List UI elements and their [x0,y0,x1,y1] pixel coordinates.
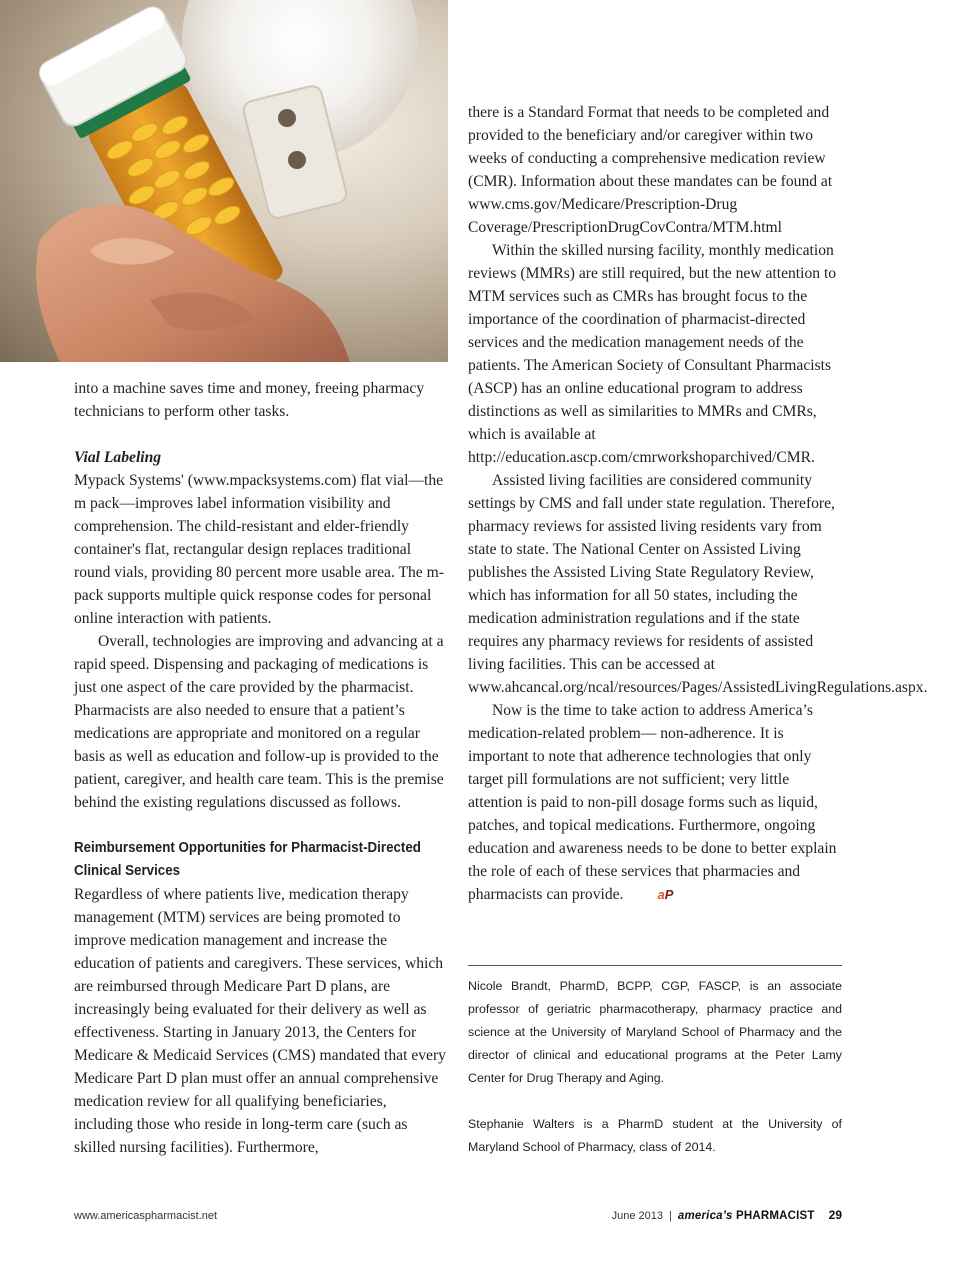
section-heading-line: Reimbursement Opportunities for Pharmacist-Directed [74,840,421,856]
footer-brand-b: PHARMACIST [735,1210,815,1222]
end-mark-a: a [657,887,665,902]
paragraph: Within the skilled nursing facility, monthly medication reviews (MMRs) are still required, but the new attention to MTM services such as CMRs has brought focus to the importance of the coordination of pharmacist-directed services and the medication management needs of the patients. The American Society of Consultant Pharmacists (ASCP) has an online educational program to address distinctions as well as similarities to MMRs and CMRs, which is available at http://education.ascp.com/cmrworkshoparchived/CMR. [468,242,837,466]
paragraph: Overall, technologies are improving and advancing at a rapid speed. Dispensing and packaging of medications is just one aspect of the care provided by the pharmacist. Pharmacists are also needed to ensure that a patient’s medications are appropriate and monitored on a regular basis as well as education and follow-up is provided to the patient, caregiver, and health care team. This is the premise behind the existing regulations discussed as follows. [74,633,444,811]
pill-bottle-illustration [0,0,448,362]
page-number: 29 [828,1208,842,1222]
paragraph: into a machine saves time and money, freeing pharmacy technicians to perform other tasks. [74,380,425,420]
paragraph: Assisted living facilities are considered community settings by CMS and fall under state regulation. Therefore, pharmacy reviews for assisted living residents vary from state to state. The National Center on Assisted Living publishes the Assisted Living State Regulatory Review, which has information for all 50 states, including the medication administration regulations and if the state requires any pharmacy reviews for residents of assisted living facilities. This can be accessed at www.ahcancal.org/ncal/resources/Pages/AssistedLivingRegulations.aspx. [468,472,928,696]
paragraph-final [468,699,842,906]
footer-masthead [612,1208,842,1222]
footer-brand-a: america’s [677,1210,733,1222]
left-column [74,377,446,1159]
right-column [468,101,928,906]
author-bio: Stephanie Walters is a PharmD student at the University of Maryland School of Pharmacy, class of 2014. [468,1117,842,1154]
end-mark-p: P [664,887,674,902]
footer-url: www.americaspharmacist.net [74,1210,218,1222]
footer-date: June 2013 [611,1210,664,1222]
footer-separator: | [669,1210,672,1222]
paragraph: Regardless of where patients live, medication therapy management (MTM) services are being promoted to improve medication management and increase the education of patients and caregivers. These services, which are reimbursed through Medicare Part D plans, are increasingly being evaluated for their delivery as well as effectiveness. Starting in January 2013, the Centers for Medicare & Medicaid Services (CMS) mandated that every Medicare Part D plan must offer an annual comprehensive medication review for all qualifying beneficiaries, including those who reside in long-term care (such as skilled nursing facilities). Furthermore, [74,886,446,1156]
pill-bottle-photo [0,0,448,362]
section-heading [74,837,421,883]
end-mark-logo [633,883,673,906]
footer-brand [678,1210,815,1222]
author-bio: Nicole Brandt, PharmD, BCPP, CGP, FASCP, is an associate professor of geriatric pharmacotherapy, pharmacy practice and science at the University of Maryland School of Pharmacy and the director of clinical and educational programs at the Peter Lamy Center for Drug Therapy and Aging. [468,979,842,1085]
paragraph: there is a Standard Format that needs to be completed and provided to the beneficiary and/or caregiver within two weeks of conducting a comprehensive medication review (CMR). Information about these mandates can be found at www.cms.gov/Medicare/Prescription-Drug Coverage/PrescriptionDrugCovContra/MTM.html [468,104,833,236]
paragraph: Mypack Systems' (www.mpacksystems.com) flat vial—the m pack—improves label information visibility and comprehension. The child-resistant and elder-friendly container's flat, rectangular design replaces traditional round vials, providing 80 percent more usable area. The m-pack supports multiple quick response codes for personal online interaction with patients. [74,472,444,627]
paragraph-text: Now is the time to take action to address America’s medication-related problem— non-adherence. It is important to note that adherence technologies that only target pill formulations are not sufficient; very little attention is paid to non-pill dosage forms such as liquid, patches, and topical medications. Furthermore, ongoing education and awareness needs to be done to better explain the role of each of these services that pharmacies and pharmacists can provide. [468,702,837,903]
bio-divider [468,965,842,966]
subhead-vial-labeling: Vial Labeling [74,449,162,466]
section-heading-line: Clinical Services [74,863,181,879]
